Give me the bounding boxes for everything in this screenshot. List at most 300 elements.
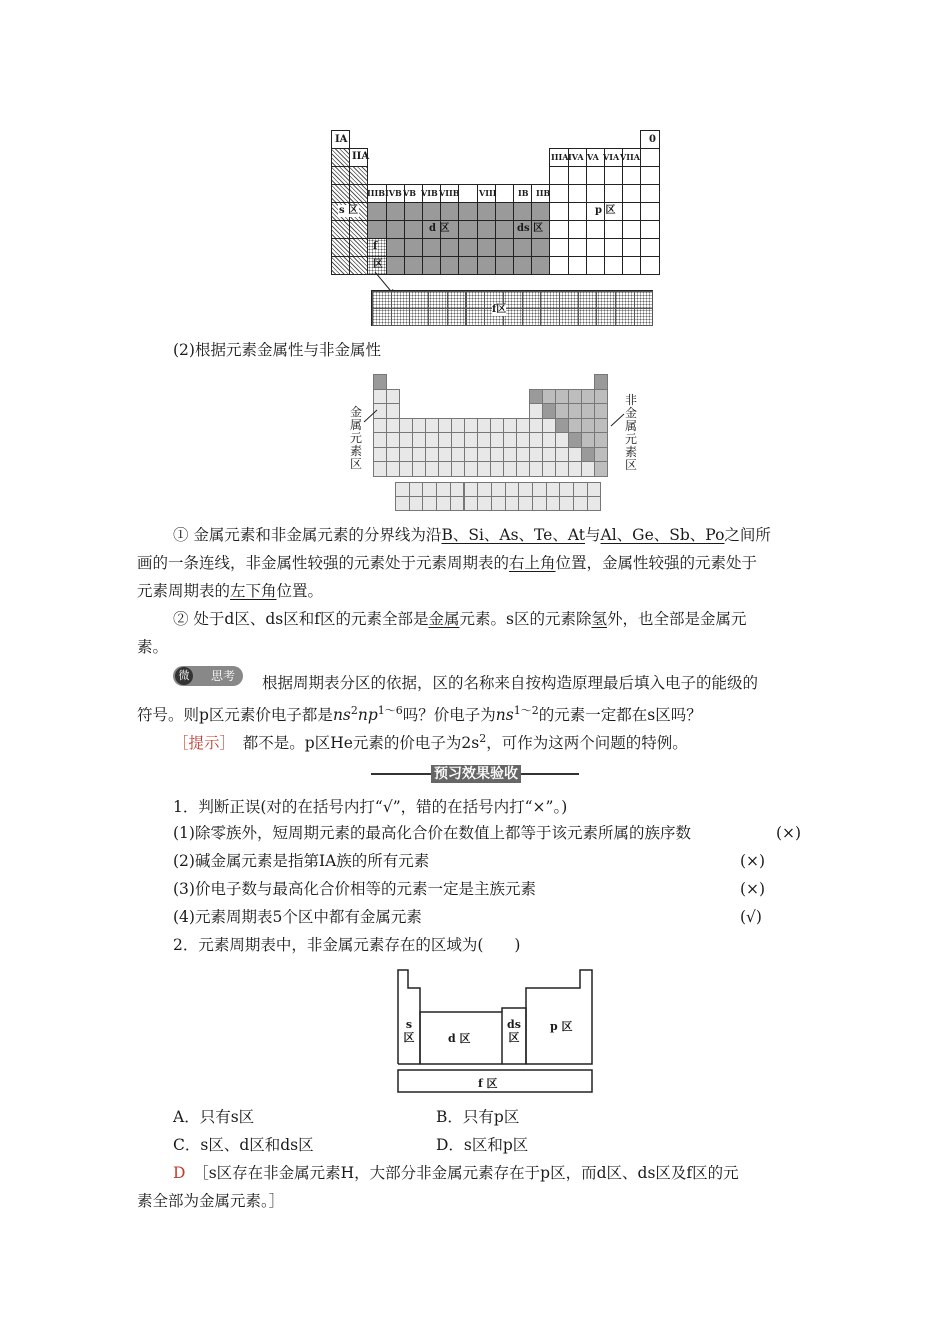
fig1-cell — [640, 238, 659, 257]
group-label-0: 0 — [649, 134, 656, 145]
fig1-cell — [531, 238, 550, 257]
fig2-cell — [503, 461, 517, 477]
fig2-f-cell — [422, 482, 437, 497]
f-row-cell — [578, 291, 598, 309]
nonmetal-label-char: 属 — [624, 419, 637, 433]
fig1-cell — [404, 256, 423, 275]
think-badge — [173, 666, 243, 686]
fig2-f-cell — [587, 496, 602, 511]
q2-explain-line2: 素全部为金属元素。］ — [137, 1192, 285, 1210]
f-row-cell — [447, 308, 467, 326]
fig2-cell — [555, 461, 569, 477]
s-block-label: s 区 — [339, 205, 359, 216]
fig2-cell — [451, 432, 465, 448]
hint-sup: 2 — [479, 732, 487, 745]
para2-line1-a: ② 处于d区、ds区和f区的元素全部是 — [173, 610, 429, 628]
para1-line2 — [137, 553, 757, 573]
fig2-f-cell — [573, 496, 588, 511]
fig2-cell — [542, 403, 556, 419]
fig2-cell — [529, 403, 543, 419]
f-row-cell — [634, 308, 654, 326]
fig2-cell — [399, 461, 413, 477]
think-badge-text: 思考 — [210, 669, 235, 683]
fig2-cell — [529, 389, 543, 405]
nonmetal-region-label — [624, 394, 638, 472]
fig1-cell — [495, 256, 514, 275]
fig1-cell — [440, 238, 459, 257]
fig1-cell — [349, 166, 368, 185]
fig2-cell — [542, 461, 556, 477]
f-row-cell — [372, 291, 392, 309]
b-label-IIB: IIB — [536, 188, 551, 198]
fig2-cell — [568, 418, 582, 434]
para1-line2-a: 画的一条连线，非金属性较强的元素处于元素周期表的 — [137, 554, 510, 572]
fig1-cell — [568, 256, 587, 275]
para2-line2: 素。 — [137, 638, 169, 656]
fig1-cell — [513, 238, 532, 257]
fig1-cell — [458, 238, 477, 257]
fig1-cell — [422, 202, 441, 221]
hint-text-b: ，可作为这两个问题的特例。 — [486, 734, 688, 753]
fig1-cell — [640, 202, 659, 221]
fig1-cell — [531, 256, 550, 275]
fig2-cell — [425, 461, 439, 477]
fig2-f-cell — [505, 496, 520, 511]
f-row-cell — [447, 291, 467, 309]
group-label-IIIA: IIIA — [551, 152, 569, 162]
fig2-cell — [373, 432, 387, 448]
lower-left-term: 左下角 — [230, 582, 277, 600]
fig2-cell — [438, 447, 452, 463]
fig1-cell — [440, 256, 459, 275]
fig1-cell — [367, 202, 386, 221]
fig2-cell — [438, 418, 452, 434]
b-label-VIII: VIII — [479, 188, 497, 198]
fig2-cell — [529, 418, 543, 434]
fig2-cell — [412, 461, 426, 477]
fig2-cell — [451, 447, 465, 463]
fig1-cell — [477, 256, 496, 275]
fig1-cell — [422, 238, 441, 257]
b-label-IIIB: IIIB — [367, 188, 385, 198]
think-line2-b: 吗？价电子为 — [402, 706, 496, 725]
fig1-cell — [349, 184, 368, 203]
fig2-f-cell — [409, 496, 424, 511]
fig2-cell — [594, 461, 608, 477]
fig2-cell — [399, 432, 413, 448]
fig2-cell — [581, 403, 595, 419]
fig2-f-cell — [395, 496, 410, 511]
fig1-cell — [640, 184, 659, 203]
config1-sup2: 1～6 — [377, 704, 403, 717]
fig1-cell — [622, 202, 641, 221]
group-label-VA: VA — [587, 152, 599, 162]
d-block-label: d 区 — [429, 223, 450, 234]
q2-answer: D — [173, 1164, 186, 1182]
fig1-cell — [604, 238, 623, 257]
fig2-cell — [568, 432, 582, 448]
fig1-cell — [586, 220, 605, 239]
group-label-IVA: IVA — [568, 152, 584, 162]
think-badge-icon: 微 — [175, 667, 193, 685]
upper-right-term: 右上角 — [509, 554, 556, 572]
para1-line3-b: 位置。 — [276, 582, 324, 600]
fig2-cell — [373, 447, 387, 463]
metal-label-char: 属 — [349, 418, 362, 432]
fig2-cell — [490, 447, 504, 463]
fig2-cell — [516, 432, 530, 448]
metal-label-char: 金 — [349, 405, 362, 419]
b-label-IVB: IVB — [385, 188, 402, 198]
fig1-cell — [568, 202, 587, 221]
fig3-f-label: f 区 — [478, 1077, 498, 1090]
para1-line3-a: 元素周期表的 — [137, 582, 231, 600]
fig2-cell — [464, 447, 478, 463]
fig2-cell — [516, 418, 530, 434]
fig1-cell — [404, 238, 423, 257]
f-row-cell — [559, 308, 579, 326]
group-label-VIA: VIA — [603, 152, 620, 162]
fig2-cell — [464, 418, 478, 434]
fig1-cell — [440, 202, 459, 221]
para2-line1-b: 元素。s区的元素除 — [459, 610, 592, 628]
fig2-f-cell — [409, 482, 424, 497]
nonmetal-label-char: 金 — [624, 406, 637, 420]
metal-term: 金属 — [428, 610, 460, 628]
fig1-cell — [331, 256, 350, 275]
fig1-cell — [458, 220, 477, 239]
f-row-cell — [615, 291, 635, 309]
fig2-cell — [386, 389, 400, 405]
para1-line2-b: 位置，金属性较强的元素处于 — [555, 554, 758, 572]
fig1-cell — [477, 202, 496, 221]
f-row-cell — [409, 291, 429, 309]
fig2-cell — [386, 418, 400, 434]
fig1-cell — [622, 256, 641, 275]
fig2-cell — [568, 389, 582, 405]
fig1-cell — [549, 184, 568, 203]
q1-item-2-mark: (×) — [740, 852, 766, 870]
fig2-f-cell — [518, 496, 533, 511]
metal-region-label — [349, 406, 363, 471]
fig3-ds-label — [505, 1018, 523, 1044]
fig1-cell — [586, 256, 605, 275]
fig1-cell — [495, 202, 514, 221]
fig1-cell — [549, 256, 568, 275]
group-label-IIA: IIA — [352, 151, 370, 162]
b-label-IB: IB — [518, 188, 529, 198]
fig1-cell — [331, 220, 350, 239]
fig2-cell — [568, 403, 582, 419]
q1-item-2: (2)碱金属元素是指第ⅠA族的所有元素 — [173, 852, 430, 870]
fig2-f-cell — [532, 496, 547, 511]
fig3-p-label: p 区 — [550, 1020, 573, 1033]
b-label-VIB: VIB — [421, 188, 438, 198]
fig1-cell — [549, 220, 568, 239]
q2-option-b[interactable]: B．只有p区 — [436, 1108, 520, 1126]
fig1-cell — [586, 166, 605, 185]
fig1-cell — [495, 184, 514, 203]
periodic-table-blocks-figure — [331, 130, 661, 330]
fig2-f-cell — [559, 496, 574, 511]
p-block-label: p 区 — [595, 205, 616, 216]
fig2-cell — [477, 447, 491, 463]
f-row-cell — [634, 291, 654, 309]
config1-ns: ns — [332, 706, 351, 725]
b-label-VIIB: VIIB — [439, 188, 460, 198]
fig2-cell — [490, 461, 504, 477]
config2-sup: 1～2 — [513, 704, 539, 717]
fig2-cell — [399, 418, 413, 434]
q1-item-1-mark: (×) — [776, 824, 802, 842]
nonmetal-label-char: 区 — [624, 458, 637, 472]
f-row-cell — [615, 308, 635, 326]
q1-stem: 1．判断正误(对的在括号内打“√”，错的在括号内打“×”。) — [173, 798, 568, 816]
para1-line1 — [173, 525, 771, 545]
fig2-cell — [594, 403, 608, 419]
f-row-cell — [409, 308, 429, 326]
f-row-cell — [466, 291, 486, 309]
fig2-cell — [594, 447, 608, 463]
fig2-cell — [555, 432, 569, 448]
fig3-s-qu: 区 — [403, 1031, 415, 1044]
para1-suffix: 之间所 — [724, 526, 771, 544]
fig2-f-cell — [464, 496, 479, 511]
fig1-cell — [622, 220, 641, 239]
f-row-cell — [428, 308, 448, 326]
fig1-cell — [586, 184, 605, 203]
fig2-f-cell — [477, 496, 492, 511]
fig1-cell — [386, 220, 405, 239]
fig2-cell — [503, 418, 517, 434]
fig2-cell — [490, 418, 504, 434]
think-line2 — [137, 701, 702, 725]
fig2-cell — [542, 432, 556, 448]
fig3-ds-qu: 区 — [508, 1031, 520, 1044]
fig3-s-letter: s — [405, 1018, 413, 1031]
f-row-cell — [540, 291, 560, 309]
fig1-cell — [531, 202, 550, 221]
think-line2-c: 的元素一定都在s区吗？ — [538, 706, 702, 725]
fig2-f-cell — [477, 482, 492, 497]
boundary-elements-2: Al、Ge、Sb、Po — [600, 526, 725, 544]
fig2-cell — [490, 432, 504, 448]
fig1-cell — [549, 238, 568, 257]
fig2-cell — [386, 447, 400, 463]
nonmetal-label-char: 素 — [624, 445, 637, 459]
fig1-cell — [622, 166, 641, 185]
fig2-f-cell — [450, 482, 465, 497]
fig2-f-cell — [395, 482, 410, 497]
fig1-cell — [477, 238, 496, 257]
fig1-cell — [586, 238, 605, 257]
fig2-f-cell — [505, 482, 520, 497]
metal-pointer-line — [363, 408, 379, 424]
fig2-cell — [451, 418, 465, 434]
fig2-cell — [594, 418, 608, 434]
f-row-cell — [540, 308, 560, 326]
hydrogen-term: 氢 — [591, 610, 607, 628]
nonmetal-pointer-line — [610, 412, 626, 428]
f-row-cell — [522, 308, 542, 326]
fig1-cell — [331, 238, 350, 257]
fig2-cell — [516, 461, 530, 477]
group-label-IA: IA — [335, 134, 348, 145]
q2-explain-text-1: ［s区存在非金属元素H，大部分非金属元素存在于p区，而d区、ds区及f区的元 — [200, 1164, 739, 1182]
fig2-cell — [555, 447, 569, 463]
para1-line3 — [137, 581, 323, 601]
fig2-cell — [568, 461, 582, 477]
fig2-cell — [516, 447, 530, 463]
fig2-f-cell — [546, 482, 561, 497]
metal-label-char: 素 — [349, 444, 362, 458]
fig2-f-cell — [559, 482, 574, 497]
hint-line — [173, 729, 688, 753]
config2-ns: ns — [495, 706, 514, 725]
fig1-cell — [458, 202, 477, 221]
boundary-elements-1: B、Si、As、Te、At — [441, 526, 586, 544]
preview-check-banner — [371, 765, 579, 783]
fig2-f-cell — [573, 482, 588, 497]
group-label-VIIA: VIIA — [620, 152, 640, 162]
config1-np: np — [357, 706, 378, 725]
fig1-cell — [331, 148, 350, 167]
fig2-cell — [464, 432, 478, 448]
fig2-cell — [425, 418, 439, 434]
fig2-cell — [594, 374, 608, 390]
fig1-cell — [604, 256, 623, 275]
fig2-cell — [399, 447, 413, 463]
f-row-cell — [466, 308, 486, 326]
fig1-cell — [640, 256, 659, 275]
metal-label-char: 区 — [349, 457, 362, 471]
fig1-cell — [422, 256, 441, 275]
nonmetal-label-char: 非 — [624, 393, 637, 407]
fig2-cell — [373, 374, 387, 390]
fig1-cell — [568, 166, 587, 185]
fig1-cell — [404, 220, 423, 239]
fig1-cell — [568, 238, 587, 257]
fig2-cell — [412, 432, 426, 448]
fig1-cell — [640, 148, 659, 167]
fig2-cell — [386, 461, 400, 477]
fig2-f-cell — [464, 482, 479, 497]
fig2-cell — [581, 447, 595, 463]
fig2-cell — [555, 389, 569, 405]
fig1-cell — [331, 166, 350, 185]
q1-item-4-mark: (√) — [740, 908, 762, 926]
fig1-cell — [568, 220, 587, 239]
fig2-cell — [594, 389, 608, 405]
fig2-cell — [555, 418, 569, 434]
fig1-cell — [495, 220, 514, 239]
fig2-cell — [425, 447, 439, 463]
q2-option-a[interactable]: A．只有s区 — [173, 1108, 255, 1126]
q2-explain-line1 — [173, 1163, 739, 1183]
nonmetal-label-char: 元 — [624, 432, 637, 446]
fig2-f-cell — [491, 482, 506, 497]
fig2-cell — [529, 461, 543, 477]
banner-title: 预习效果验收 — [431, 765, 521, 783]
fig2-cell — [386, 403, 400, 419]
fig1-cell — [549, 202, 568, 221]
config1-sup1: 2 — [350, 704, 358, 717]
fig2-cell — [412, 447, 426, 463]
fig1-cell — [640, 220, 659, 239]
fig2-f-cell — [532, 482, 547, 497]
block-outline-figure — [396, 968, 596, 1096]
hint-tag: ［提示］ — [173, 734, 228, 753]
f-row-cell — [559, 291, 579, 309]
fig1-cell — [386, 202, 405, 221]
f-row-cell — [522, 291, 542, 309]
fig1-cell — [513, 202, 532, 221]
ds-block-label: ds 区 — [517, 223, 544, 234]
q2-option-c[interactable]: C．s区、d区和ds区 — [173, 1136, 314, 1154]
fig1-cell — [477, 220, 496, 239]
f-row-cell — [596, 291, 616, 309]
section-2-title: (2)根据元素金属性与非金属性 — [173, 341, 381, 359]
f-row-cell — [391, 308, 411, 326]
fig2-f-cell — [436, 496, 451, 511]
para2-line1-c: 外，也全部是金属元 — [606, 610, 747, 628]
f-row-label: f区 — [492, 304, 507, 315]
fig2-f-cell — [546, 496, 561, 511]
fig1-cell — [367, 220, 386, 239]
para1-prefix: ① 金属元素和非金属元素的分界线为沿 — [173, 526, 442, 544]
fig2-cell — [477, 461, 491, 477]
fig2-cell — [451, 461, 465, 477]
fig1-cell — [622, 184, 641, 203]
q2-option-d[interactable]: D．s区和p区 — [436, 1136, 529, 1154]
fig1-cell — [458, 184, 477, 203]
f-block-label-top: f — [373, 241, 378, 252]
fig1-cell — [640, 166, 659, 185]
fig2-f-cell — [422, 496, 437, 511]
fig2-cell — [581, 432, 595, 448]
fig1-cell — [495, 238, 514, 257]
hint-text-a: 都不是。p区He元素的价电子为2s — [242, 734, 480, 753]
f-row-cell — [578, 308, 598, 326]
q1-item-3: (3)价电子数与最高化合价相等的元素一定是主族元素 — [173, 880, 536, 898]
f-block-row — [371, 290, 653, 326]
fig2-cell — [529, 447, 543, 463]
q1-item-4: (4)元素周期表5个区中都有金属元素 — [173, 908, 422, 926]
fig2-cell — [568, 447, 582, 463]
q2-stem: 2．元素周期表中，非金属元素存在的区域为( ) — [173, 936, 521, 954]
fig2-cell — [529, 432, 543, 448]
fig2-f-cell — [450, 496, 465, 511]
fig1-cell — [604, 166, 623, 185]
fig1-cell — [349, 256, 368, 275]
f-row-cell — [372, 308, 392, 326]
para2-line1 — [173, 609, 746, 629]
q1-item-1: (1)除零族外，短周期元素的最高化合价在数值上都等于该元素所属的族序数 — [173, 824, 691, 842]
metal-label-char: 元 — [349, 431, 362, 445]
fig2-cell — [438, 432, 452, 448]
fig2-cell — [594, 432, 608, 448]
q1-item-3-mark: (×) — [740, 880, 766, 898]
think-line2-a: 符号。则p区元素价电子都是 — [137, 706, 333, 725]
fig2-cell — [425, 432, 439, 448]
fig2-cell — [464, 461, 478, 477]
think-line1: 根据周期表分区的依据，区的名称来自按构造原理最后填入电子的能级的 — [262, 674, 759, 692]
fig2-cell — [503, 447, 517, 463]
f-row-cell — [596, 308, 616, 326]
metal-nonmetal-figure — [345, 372, 645, 512]
fig1-cell — [458, 256, 477, 275]
fig1-cell — [386, 238, 405, 257]
